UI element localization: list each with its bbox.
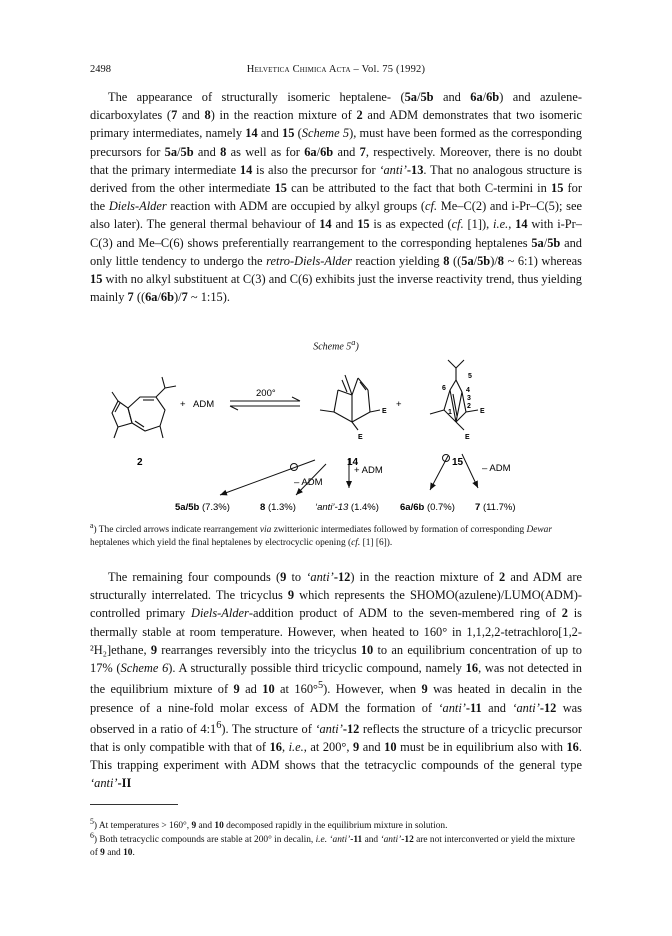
compound-ref: 10 xyxy=(262,682,275,697)
footnote-rule xyxy=(90,804,178,805)
footnote-ref: 6 xyxy=(90,831,94,840)
compound-ref: 15 xyxy=(274,181,287,196)
text-run: are not interconverted or yield the mixture of xyxy=(90,835,575,858)
svg-text:‘anti’-13 (1.4%) xyxy=(315,502,379,513)
italic-text: ‘anti’ xyxy=(90,776,118,791)
product-arrows xyxy=(220,454,478,495)
text-run: [1]), xyxy=(463,217,494,232)
text-run: is also the precursor for xyxy=(252,162,380,177)
tricyclic-structure-14 xyxy=(320,375,380,430)
journal-volume: – Vol. 75 (1992) xyxy=(353,64,426,75)
reaction-scheme xyxy=(90,350,582,515)
product-yield-7: (11.7%) xyxy=(482,502,516,513)
text-run: which represents the SHOMO(azulene)/LUMO(ADM)-controlled primary xyxy=(90,588,582,621)
svg-text:8 (1.3%) xyxy=(260,502,296,513)
italic-text: ‘anti’ xyxy=(512,700,540,715)
compound-ref: 5b xyxy=(547,235,561,250)
compound-ref: 7 xyxy=(359,144,366,159)
compound-ref: -11 xyxy=(350,835,363,846)
text-run: , xyxy=(281,740,289,755)
text-run: Me–C(2) and i-Pr–C(5); see also later). The general thermal behaviour of xyxy=(90,199,582,232)
compound-ref: 7 xyxy=(171,108,178,123)
locant-6: 6 xyxy=(442,385,446,392)
compound-ref: 15 xyxy=(282,126,295,141)
italic-text: Scheme 5 xyxy=(301,126,350,141)
journal-name: Helvetica Chimica Acta xyxy=(246,64,351,75)
footnote-ref: 6 xyxy=(216,719,222,731)
text-run: / xyxy=(157,290,161,305)
compound-ref: 15 xyxy=(90,272,103,287)
compound-ref: 2 xyxy=(561,606,568,621)
text-run: . xyxy=(132,847,135,858)
plus-sign-1: + xyxy=(180,399,186,410)
compound-ref: 5a xyxy=(404,90,417,104)
ester-15b: E xyxy=(465,434,470,441)
compound-ref: 14 xyxy=(319,217,332,232)
journal-title xyxy=(90,64,582,75)
locant-2: 2 xyxy=(467,403,471,410)
svg-text:6a/6b (0.7%) xyxy=(400,502,455,513)
compound-ref: 10 xyxy=(214,821,224,832)
footnote-ref: a xyxy=(90,521,94,530)
arrow-label-plus-adm: + ADM xyxy=(354,465,383,476)
text-run: The appearance of structurally isomeric heptalene- ( xyxy=(108,90,405,104)
text-run: , xyxy=(508,217,516,232)
compound-ref: 8 xyxy=(220,144,227,159)
compound-ref: 9 xyxy=(287,588,295,603)
paragraph-tricyclus xyxy=(90,568,582,793)
running-header xyxy=(90,64,582,80)
text-run: to an equilibrium concentration of up to 17% ( xyxy=(90,642,582,676)
text-run: ) At temperatures > 160°, xyxy=(93,821,192,832)
text-run: was observed in a ratio of 4:1 xyxy=(90,700,582,736)
compound-ref: -12 xyxy=(333,570,351,584)
compound-ref: -12 xyxy=(342,721,360,736)
ester-15a: E xyxy=(480,408,485,415)
text-run: and xyxy=(193,144,221,159)
text-run: and xyxy=(359,740,385,755)
italic-text: Dewar xyxy=(526,525,553,536)
text-run: / xyxy=(482,90,487,104)
compound-ref: 7 xyxy=(181,290,188,305)
compound-ref: 6b xyxy=(320,144,334,159)
compound-ref: 15 xyxy=(357,217,370,232)
compound-ref: -12 xyxy=(539,700,557,715)
footnote-6 xyxy=(90,830,582,859)
text-run: ad xyxy=(239,682,263,697)
compound-ref: 6a xyxy=(470,90,483,104)
product-8 xyxy=(260,502,296,513)
text-run: to xyxy=(286,570,307,584)
italic-text: ‘anti’ xyxy=(380,835,402,846)
product-7 xyxy=(475,502,516,513)
text-run: is thermally stable at room temperature. However, when heated to 160° in 1,1,2,2-tetrachloro[1,2-²H₂]ethane, xyxy=(90,606,582,657)
italic-text: cf. xyxy=(451,217,464,232)
locant-5: 5 xyxy=(468,373,472,380)
italic-text: i.e. xyxy=(288,740,304,755)
compound-ref: 14 xyxy=(239,162,253,177)
text-run: ) and azulene-dicarboxylates ( xyxy=(90,90,582,123)
svg-text:7 (11.7%) xyxy=(475,502,516,513)
svg-text:5a/5b (7.3%) xyxy=(175,502,230,513)
text-run: and only little tendency to undergo the xyxy=(90,235,582,268)
text-run: / xyxy=(473,253,478,268)
product-name-anti-13: ‘anti’-13 xyxy=(315,502,349,513)
text-run: The remaining four compounds ( xyxy=(108,570,281,584)
compound-ref: -II xyxy=(117,776,132,791)
text-run: / xyxy=(316,144,321,159)
compound-ref: 8 xyxy=(443,253,450,268)
compound-ref: 15 xyxy=(551,181,564,196)
locant-1: 1 xyxy=(448,409,452,416)
compound-ref: 5a xyxy=(531,235,544,250)
text-run: . This trapping experiment with ADM shows that the tetracyclic compounds of the general type xyxy=(90,740,582,773)
italic-text: retro-Diels-Alder xyxy=(266,253,352,268)
text-run: ~ 6:1) whereas xyxy=(503,253,582,268)
product-yield-anti-13: (1.4%) xyxy=(350,502,379,513)
text-run: / xyxy=(543,235,548,250)
text-run: reflects the structure of a tricyclic precursor that is only compatible with that of xyxy=(90,721,583,755)
compound-ref: 8 xyxy=(204,108,211,123)
text-run: at 160° xyxy=(274,682,318,697)
text-run: , was not detected in the equilibrium mixture of xyxy=(90,661,582,697)
compound-ref: 9 xyxy=(421,682,428,697)
compound-ref: 2 xyxy=(356,108,363,123)
compound-ref: 9 xyxy=(191,821,197,832)
product-name-7: 7 xyxy=(475,502,481,513)
compound-ref: 9 xyxy=(233,682,240,697)
text-run: ). A structurally possible third tricyclic compound, namely xyxy=(168,661,466,676)
compound-ref: 10 xyxy=(360,642,374,657)
italic-text: Scheme 6 xyxy=(120,661,169,676)
compound-ref: 10 xyxy=(384,740,397,755)
scheme-caption-text: Scheme 5 xyxy=(313,341,352,353)
text-run: is as expected ( xyxy=(369,217,452,232)
compound-ref: -12 xyxy=(401,835,414,846)
text-run: heptalenes which yield the final heptalenes by electrocyclic opening ( xyxy=(90,537,352,548)
compound-ref: -13 xyxy=(406,162,424,177)
text-run: with no alkyl substituent at C(3) and C(6) exhibits just the inverse reactivity trend, thus yielding mainly xyxy=(90,272,582,305)
text-run: and xyxy=(196,821,215,832)
text-run: rearranges reversibly into the tricyclus xyxy=(157,642,361,657)
text-run: -addition product of ADM to the seven-membered ring of xyxy=(248,606,562,621)
text-run: reaction yielding xyxy=(351,253,444,268)
text-run: zwitterionic intermediates followed by formation of corresponding xyxy=(271,525,527,536)
compound-ref: 2 xyxy=(499,570,506,584)
compound-ref: 5a xyxy=(164,144,178,159)
footnote-ref: 5 xyxy=(90,817,94,826)
text-run: as well as for xyxy=(226,144,305,159)
plus-sign-2: + xyxy=(396,399,402,410)
compound-ref: 14 xyxy=(245,126,258,141)
text-run: and ADM are structurally interrelated. The tricyclus xyxy=(90,570,582,603)
compound-label-14: 14 xyxy=(347,457,359,468)
italic-text: ‘anti’ xyxy=(438,700,466,715)
compound-ref: 9 xyxy=(353,740,360,755)
text-run: can be attributed to the fact that both C-termini in xyxy=(287,181,551,196)
compound-ref: 5b xyxy=(477,253,491,268)
text-run: and xyxy=(177,108,205,123)
italic-text: cf. xyxy=(351,537,361,548)
locant-4: 4 xyxy=(466,387,470,394)
italic-text: ‘anti’ xyxy=(315,721,343,736)
text-run: and xyxy=(104,847,124,858)
compound-ref: 5a xyxy=(461,253,474,268)
product-anti-13 xyxy=(315,502,379,513)
text-run: and xyxy=(362,835,381,846)
compound-ref: 9 xyxy=(100,847,105,858)
text-run: ) in the reaction mixture of xyxy=(210,108,357,123)
text-run: and xyxy=(333,144,360,159)
text-run: ) The circled arrows indicate rearrangement xyxy=(93,525,260,536)
compound-ref: 6b xyxy=(160,290,175,305)
text-run: )/ xyxy=(174,290,182,305)
product-yield-5a5b: (7.3%) xyxy=(201,502,230,513)
text-run: (( xyxy=(449,253,462,268)
text-run: must be in equilibrium also with xyxy=(396,740,567,755)
product-name-8: 8 xyxy=(260,502,266,513)
compound-label-2: 2 xyxy=(137,457,143,468)
text-run: for the xyxy=(90,181,583,214)
text-run: and xyxy=(481,700,513,715)
text-run: ) in the reaction mixture of xyxy=(350,570,500,584)
azulene-structure-2 xyxy=(112,377,176,438)
reagent-adm-1: ADM xyxy=(193,399,215,410)
scheme-caption-sup: a xyxy=(351,338,356,347)
footnote-ref: 5 xyxy=(317,680,324,692)
text-run: . That no analogous structure is derived from the other intermediate xyxy=(90,162,582,196)
temperature-label: 200° xyxy=(256,388,276,399)
compound-ref: 16 xyxy=(269,740,282,755)
product-5a5b xyxy=(175,502,230,513)
text-run: / xyxy=(177,144,181,159)
ester-14a: E xyxy=(382,408,387,415)
locant-3: 3 xyxy=(467,395,471,402)
page-number: 2498 xyxy=(90,64,111,75)
ester-14b: E xyxy=(358,434,363,441)
text-run: )/ xyxy=(490,253,498,268)
italic-text: ‘anti’ xyxy=(329,835,351,846)
italic-text: ‘anti’ xyxy=(379,162,407,177)
compound-ref: 6a xyxy=(145,290,158,305)
arrow-label-minus-adm-14: – ADM xyxy=(294,477,323,488)
italic-text: cf. xyxy=(425,199,438,214)
italic-text: i.e. xyxy=(493,217,509,232)
product-yield-6a6b: (0.7%) xyxy=(426,502,455,513)
text-run: was heated in decalin in the presence of a nine-fold molar excess of ADM the formation of xyxy=(90,682,582,715)
compound-ref: 16 xyxy=(566,740,579,755)
compound-ref: 6a xyxy=(304,144,317,159)
text-run: with i-Pr–C(3) and Me–C(6) shows preferentially rearrangement to the corresponding heptalenes xyxy=(90,217,582,250)
scheme-caption: Scheme 5$^a$) xyxy=(313,338,359,353)
text-run: , respectively. Moreover, there is no doubt that the primary intermediate xyxy=(90,144,582,177)
compound-ref: 16 xyxy=(465,661,479,676)
arrow-label-minus-adm-15: – ADM xyxy=(482,463,511,474)
italic-text: via xyxy=(259,525,272,536)
product-name-6a6b: 6a/6b xyxy=(400,502,425,513)
text-run: decomposed rapidly in the equilibrium mixture in solution. xyxy=(223,821,448,832)
compound-ref: 9 xyxy=(280,570,287,584)
compound-ref: 5b xyxy=(180,144,194,159)
compound-ref: -11 xyxy=(465,700,482,715)
text-run: and ADM demonstrates that two isomeric primary intermediates, namely xyxy=(90,108,583,141)
text-run: reaction with ADM are occupied by alkyl groups ( xyxy=(166,199,426,214)
text-run: and xyxy=(257,126,283,141)
compound-ref: 10 xyxy=(123,847,133,858)
text-run: ), must have been formed as the corresponding precursors for xyxy=(90,126,582,159)
italic-text: Diels-Alder xyxy=(108,199,167,214)
product-yield-8: (1.3%) xyxy=(267,502,296,513)
italic-text: ‘anti’ xyxy=(306,570,334,584)
compound-ref: 8 xyxy=(497,253,504,268)
italic-text: i.e. xyxy=(315,835,328,846)
paragraph-intermediates xyxy=(90,88,582,306)
text-run: (( xyxy=(133,290,146,305)
scheme-footnote xyxy=(90,520,582,549)
text-run: ). However, when xyxy=(323,682,422,697)
product-name-5a5b: 5a/5b xyxy=(175,502,200,513)
text-run: ( xyxy=(294,126,302,141)
text-run: ) Both tetracyclic compounds are stable at 200° in decalin, xyxy=(93,835,316,846)
compound-ref: 6b xyxy=(486,90,500,104)
italic-text: Diels-Alder xyxy=(191,606,249,621)
text-run: and xyxy=(331,217,358,232)
compound-ref: 7 xyxy=(127,290,134,305)
text-run: ). The structure of xyxy=(221,721,316,736)
compound-ref: 5b xyxy=(420,90,434,104)
text-run: / xyxy=(416,90,421,104)
compound-ref: 14 xyxy=(515,217,528,232)
text-run: ~ 1:15). xyxy=(187,290,230,305)
compound-label-15: 15 xyxy=(452,457,464,468)
product-6a6b xyxy=(400,502,455,513)
text-run: and xyxy=(433,90,471,104)
text-run: [1] [6]). xyxy=(360,537,393,548)
text-run: , at 200°, xyxy=(303,740,353,755)
compound-ref: 9 xyxy=(150,642,158,657)
